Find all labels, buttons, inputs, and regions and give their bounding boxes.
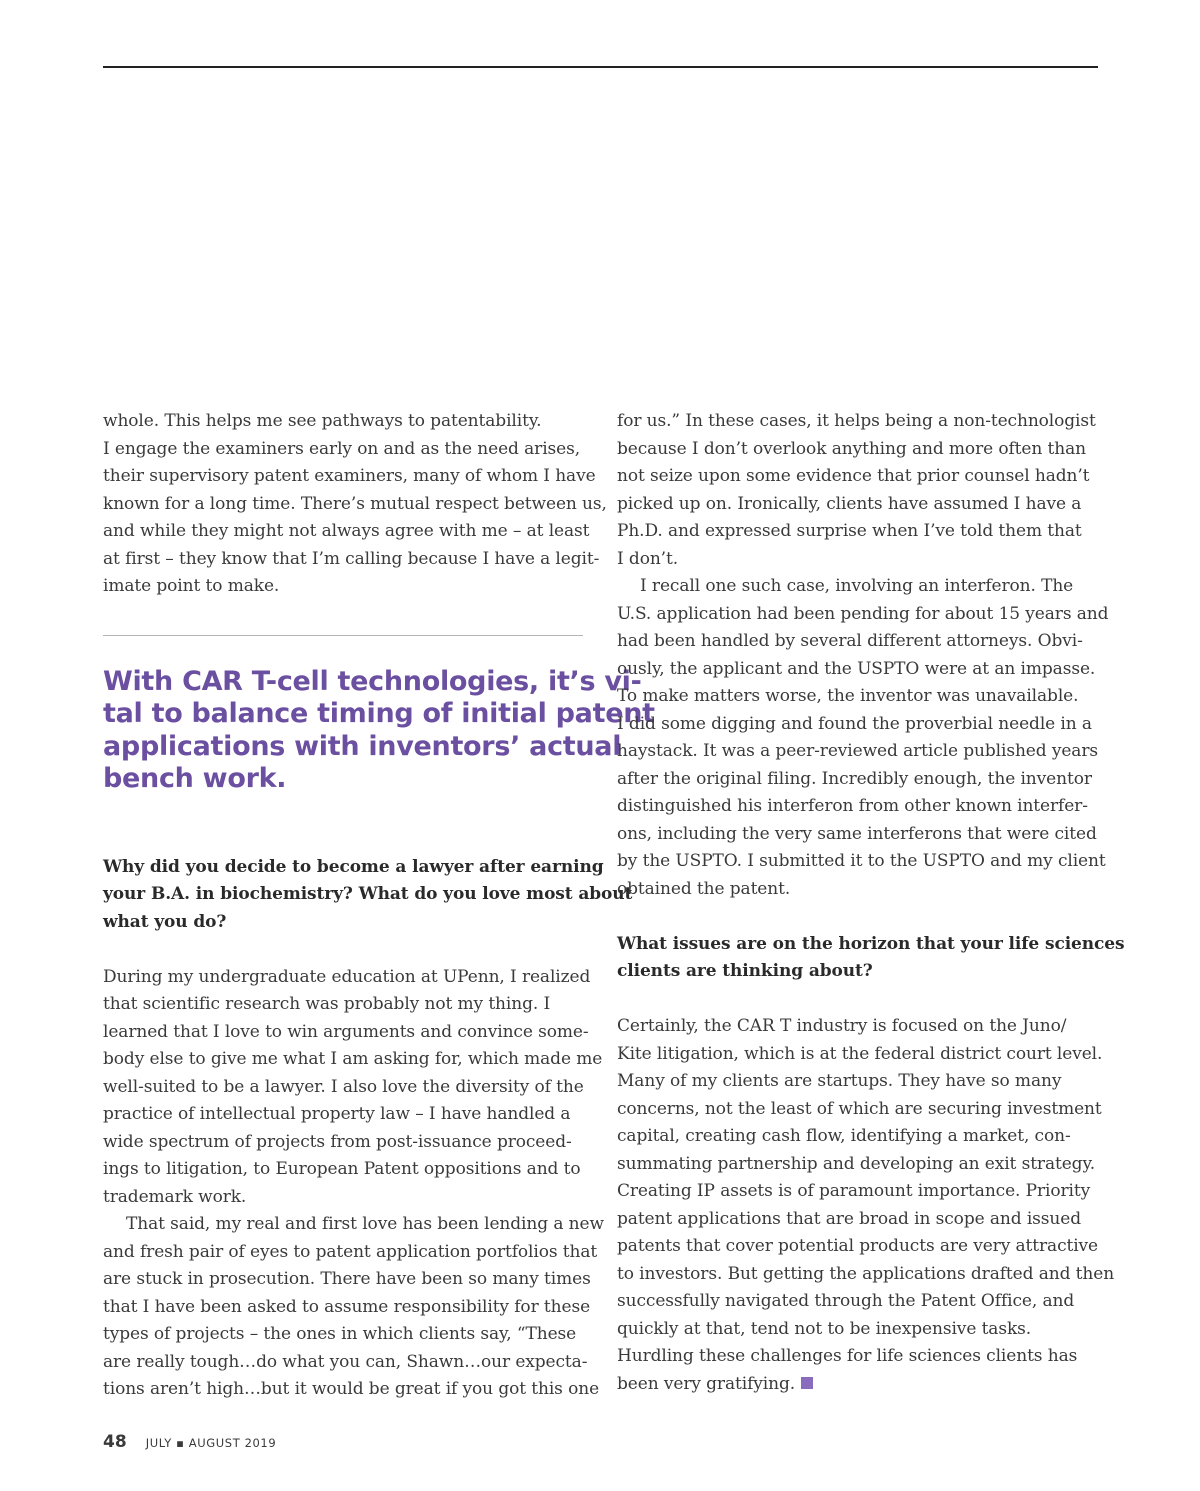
- interview-question-2: [617, 931, 1125, 986]
- text-line: quickly at that, tend not to be inexpensive tasks.: [617, 1318, 1032, 1339]
- left-paragraph-1: [103, 408, 607, 601]
- question-line: what you do?: [103, 911, 227, 932]
- text-line: patents that cover potential products are very attractive: [617, 1236, 1099, 1256]
- text-line: practice of intellectual property law – I have handled a: [103, 1104, 571, 1124]
- text-line: and while they might not always agree with me – at least: [103, 521, 590, 541]
- top-rule: [103, 66, 1098, 68]
- end-of-article-mark-icon: [801, 1377, 813, 1389]
- text-line: imate point to make.: [103, 576, 280, 596]
- text-line: Certainly, the CAR T industry is focused on the Juno/: [617, 1016, 1067, 1036]
- text-line: successfully navigated through the Patent Office, and: [617, 1291, 1075, 1311]
- pull-quote-line: bench work.: [103, 763, 287, 794]
- spacer: [617, 903, 1099, 931]
- text-line: summating partnership and developing an exit strategy.: [617, 1153, 1096, 1174]
- text-line: haystack. It was a peer-reviewed article published years: [617, 741, 1098, 761]
- text-line: That said, my real and first love has been lending a new: [126, 1214, 604, 1234]
- page-number: 48: [103, 1432, 127, 1452]
- right-paragraph-2: [617, 573, 1109, 903]
- text-line: capital, creating cash flow, identifying a market, con-: [617, 1126, 1071, 1146]
- answer-1-paragraph-1: [103, 964, 603, 1212]
- pull-quote-line: With CAR T-cell technologies, it’s vi-: [103, 665, 642, 697]
- question-line: Why did you decide to become a lawyer after earning: [103, 856, 604, 877]
- text-line: obtained the patent.: [617, 878, 791, 899]
- text-line: not seize upon some evidence that prior counsel hadn’t: [617, 466, 1090, 486]
- question-line: clients are thinking about?: [617, 961, 873, 981]
- question-line: What issues are on the horizon that your life sciences: [617, 933, 1125, 954]
- text-line: distinguished his interferon from other known interfer-: [617, 796, 1088, 816]
- right-column: [617, 408, 1125, 1398]
- text-line: after the original filing. Incredibly enough, the inventor: [617, 768, 1092, 789]
- text-line: concerns, not the least of which are securing investment: [617, 1098, 1102, 1119]
- text-line: to investors. But getting the applications drafted and then: [617, 1263, 1115, 1284]
- text-line: their supervisory patent examiners, many of whom I have: [103, 466, 596, 486]
- text-line: body else to give me what I am asking for, which made me: [103, 1049, 603, 1069]
- pull-quote: [103, 665, 655, 796]
- text-line: Creating IP assets is of paramount importance. Priority: [617, 1181, 1091, 1201]
- text-line: I engage the examiners early on and as the need arises,: [103, 438, 581, 459]
- text-line: that scientific research was probably not my thing. I: [103, 994, 551, 1014]
- text-line: well-suited to be a lawyer. I also love the diversity of the: [103, 1076, 584, 1097]
- text-line: ons, including the very same interferons that were cited: [617, 823, 1097, 844]
- text-line: I don’t.: [617, 548, 679, 569]
- text-line: Kite litigation, which is at the federal district court level.: [617, 1043, 1103, 1064]
- text-line: ings to litigation, to European Patent oppositions and to: [103, 1159, 581, 1179]
- text-line: by the USPTO. I submitted it to the USPTO and my client: [617, 851, 1106, 871]
- issue-date: JULY ▪ AUGUST 2019: [145, 1436, 277, 1450]
- text-line: patent applications that are broad in scope and issued: [617, 1208, 1082, 1229]
- text-line: trademark work.: [103, 1186, 247, 1207]
- spacer: [617, 986, 1099, 1014]
- pull-quote-divider: [103, 635, 583, 636]
- last-text-line: [617, 1371, 1099, 1399]
- answer-2-paragraph: [617, 1013, 1115, 1398]
- text-line: To make matters worse, the inventor was unavailable.: [617, 686, 1079, 706]
- text-line: picked up on. Ironically, clients have assumed I have a: [617, 493, 1082, 514]
- text-line: Many of my clients are startups. They have so many: [617, 1071, 1062, 1091]
- answer-1-paragraph-2: [103, 1211, 604, 1404]
- text-line: for us.” In these cases, it helps being a non-technologist: [617, 411, 1096, 431]
- spacer: [103, 936, 585, 964]
- question-line: your B.A. in biochemistry? What do you love most about: [103, 884, 633, 904]
- text-line: ously, the applicant and the USPTO were at an impasse.: [617, 658, 1096, 679]
- text-line: tions aren’t high…but it would be great if you got this one: [103, 1379, 600, 1399]
- text-line: I did some digging and found the proverbial needle in a: [617, 713, 1092, 734]
- text-line: U.S. application had been pending for about 15 years and: [617, 603, 1109, 624]
- text-line: whole. This helps me see pathways to patentability.: [103, 411, 542, 431]
- text-line: are stuck in prosecution. There have been so many times: [103, 1269, 591, 1289]
- text-line: and fresh pair of eyes to patent application portfolios that: [103, 1241, 598, 1262]
- text-line: that I have been asked to assume responsibility for these: [103, 1296, 591, 1317]
- text-line-content: been very gratifying.: [617, 1373, 796, 1394]
- text-line: learned that I love to win arguments and convince some-: [103, 1021, 589, 1042]
- text-line: because I don’t overlook anything and more often than: [617, 438, 1086, 459]
- text-line: Hurdling these challenges for life sciences clients has: [617, 1346, 1078, 1366]
- pull-quote-line: applications with inventors’ actual: [103, 730, 622, 762]
- text-line: Ph.D. and expressed surprise when I’ve told them that: [617, 521, 1082, 541]
- right-paragraph-1: [617, 408, 1099, 573]
- pull-quote-line: tal to balance timing of initial patent: [103, 698, 655, 729]
- interview-question-1: [103, 854, 633, 937]
- text-line: had been handled by several different attorneys. Obvi-: [617, 631, 1083, 651]
- text-line: known for a long time. There’s mutual respect between us,: [103, 493, 607, 514]
- text-line: During my undergraduate education at UPenn, I realized: [103, 966, 591, 987]
- text-line: I recall one such case, involving an interferon. The: [640, 576, 1074, 596]
- text-line: at first – they know that I’m calling because I have a legit-: [103, 548, 600, 569]
- text-line: are really tough…do what you can, Shawn…our expecta-: [103, 1351, 588, 1372]
- page-footer: [103, 1432, 276, 1452]
- text-line: types of projects – the ones in which clients say, “These: [103, 1324, 577, 1344]
- text-line: wide spectrum of projects from post-issuance proceed-: [103, 1131, 572, 1152]
